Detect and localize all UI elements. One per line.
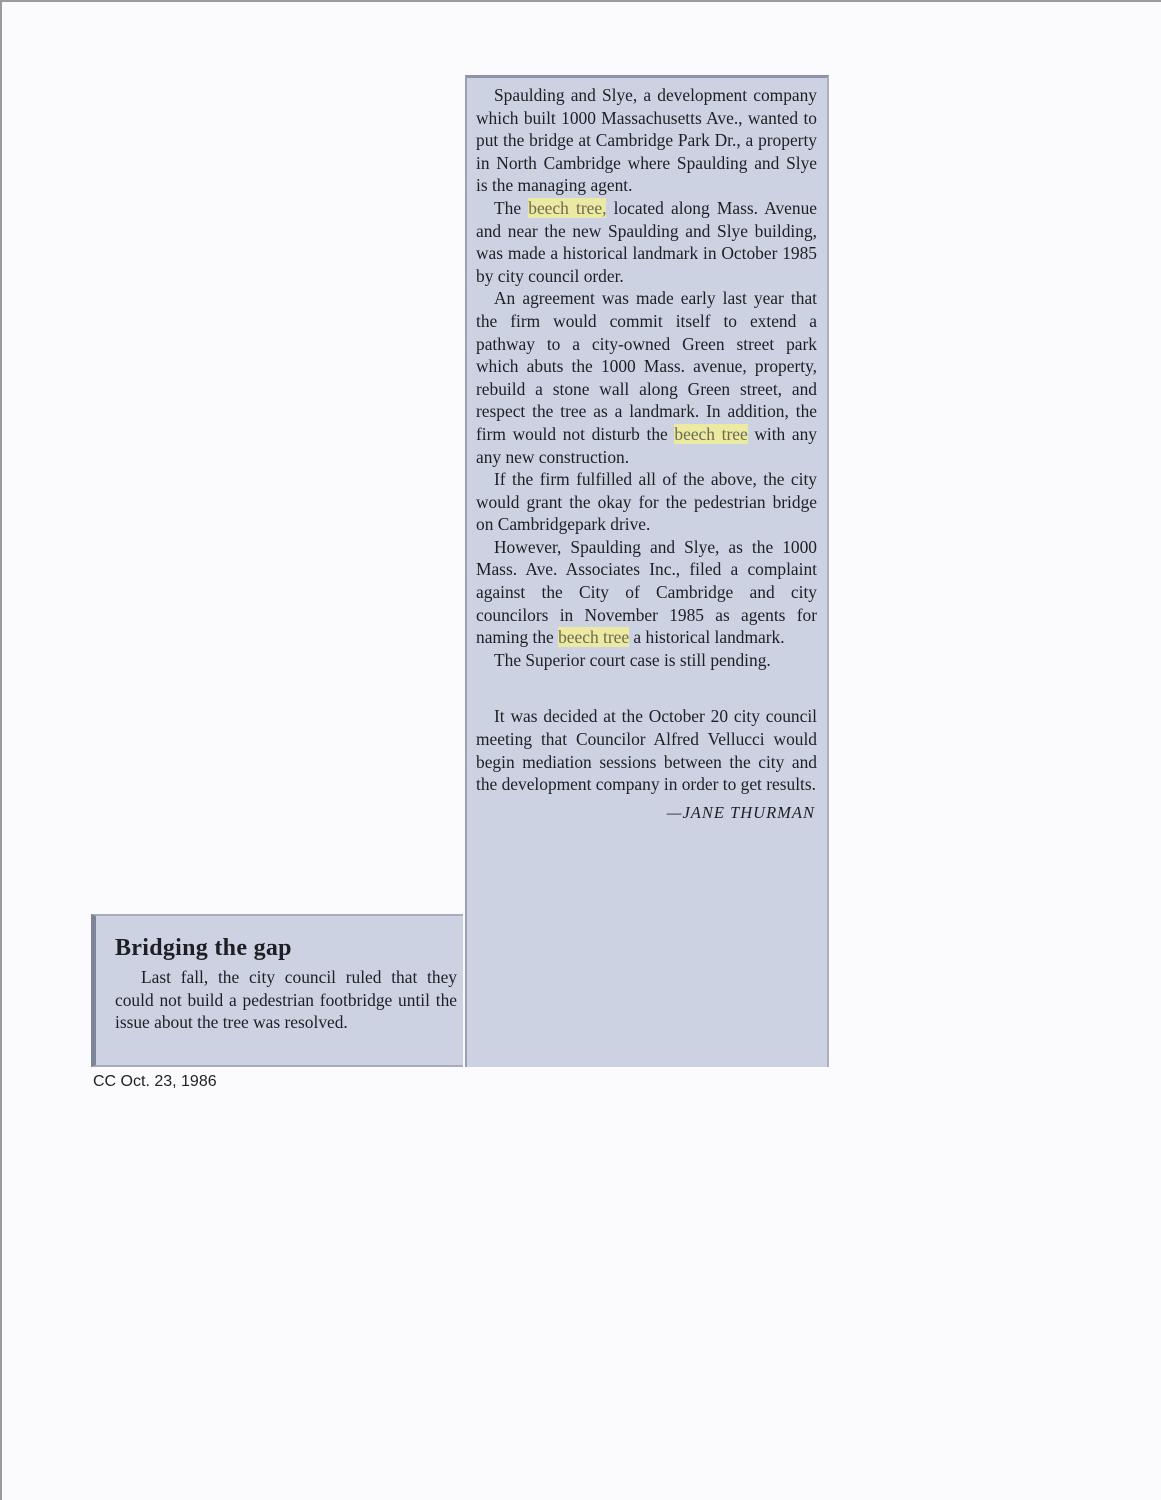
sidebar-title: Bridging the gap — [115, 935, 292, 961]
paragraph-text: The — [494, 197, 529, 218]
byline: —JANE THURMAN — [666, 802, 815, 822]
paragraph-text: a historical landmark. — [629, 627, 785, 648]
article-paragraph: The Superior court case is still pending. — [494, 649, 771, 670]
paragraph-text: An agreement was made early last year that the firm would commit itself to extend a pathway to a city-owned Green street park which abuts the 1000 Mass. avenue, property, rebuild a stone wall along Green street, and respect the tree as a landmark. In addition, the firm would not disturb the — [476, 288, 817, 444]
highlighted-text: beech tree — [558, 627, 630, 648]
date-caption: CC Oct. 23, 1986 — [93, 1073, 217, 1090]
page-border — [0, 0, 2, 1500]
article-paragraph — [476, 197, 817, 287]
paragraph-text: with any any new construction. — [476, 423, 817, 467]
sidebar-body: Last fall, the city council ruled that they could not build a pedestrian footbridge until the issue about the tree was resolved. — [115, 967, 457, 1033]
page-border — [0, 0, 1161, 2]
article-paragraph — [476, 536, 817, 649]
article-paragraph: Spaulding and Slye, a development company which built 1000 Massachusetts Ave., wanted to put the bridge at Cambridge Park Dr., a property in North Cambridge where Spaulding and Slye is the managing agent. — [476, 85, 817, 196]
newspaper-clipping-article — [465, 75, 829, 1067]
sidebar-box — [91, 914, 463, 1067]
highlighted-text: beech tree, — [528, 197, 607, 218]
article-paragraph — [476, 287, 817, 468]
article-paragraph: It was decided at the October 20 city council meeting that Councilor Alfred Vellucci would begin mediation sessions between the city and the development company in order to get results. — [476, 706, 817, 795]
article-paragraph: If the firm fulfilled all of the above, the city would grant the okay for the pedestrian bridge on Cambridgepark drive. — [476, 469, 817, 535]
paragraph-text: However, Spaulding and Slye, as the 1000 Mass. Ave. Associates Inc., filed a complaint against the City of Cambridge and city councilors in November 1985 as agents for naming the — [476, 536, 817, 648]
highlighted-text: beech tree — [674, 423, 748, 444]
paragraph-text: located along Mass. Avenue and near the new Spaulding and Slye building, was made a historical landmark in October 1985 by city council order. — [476, 197, 817, 286]
